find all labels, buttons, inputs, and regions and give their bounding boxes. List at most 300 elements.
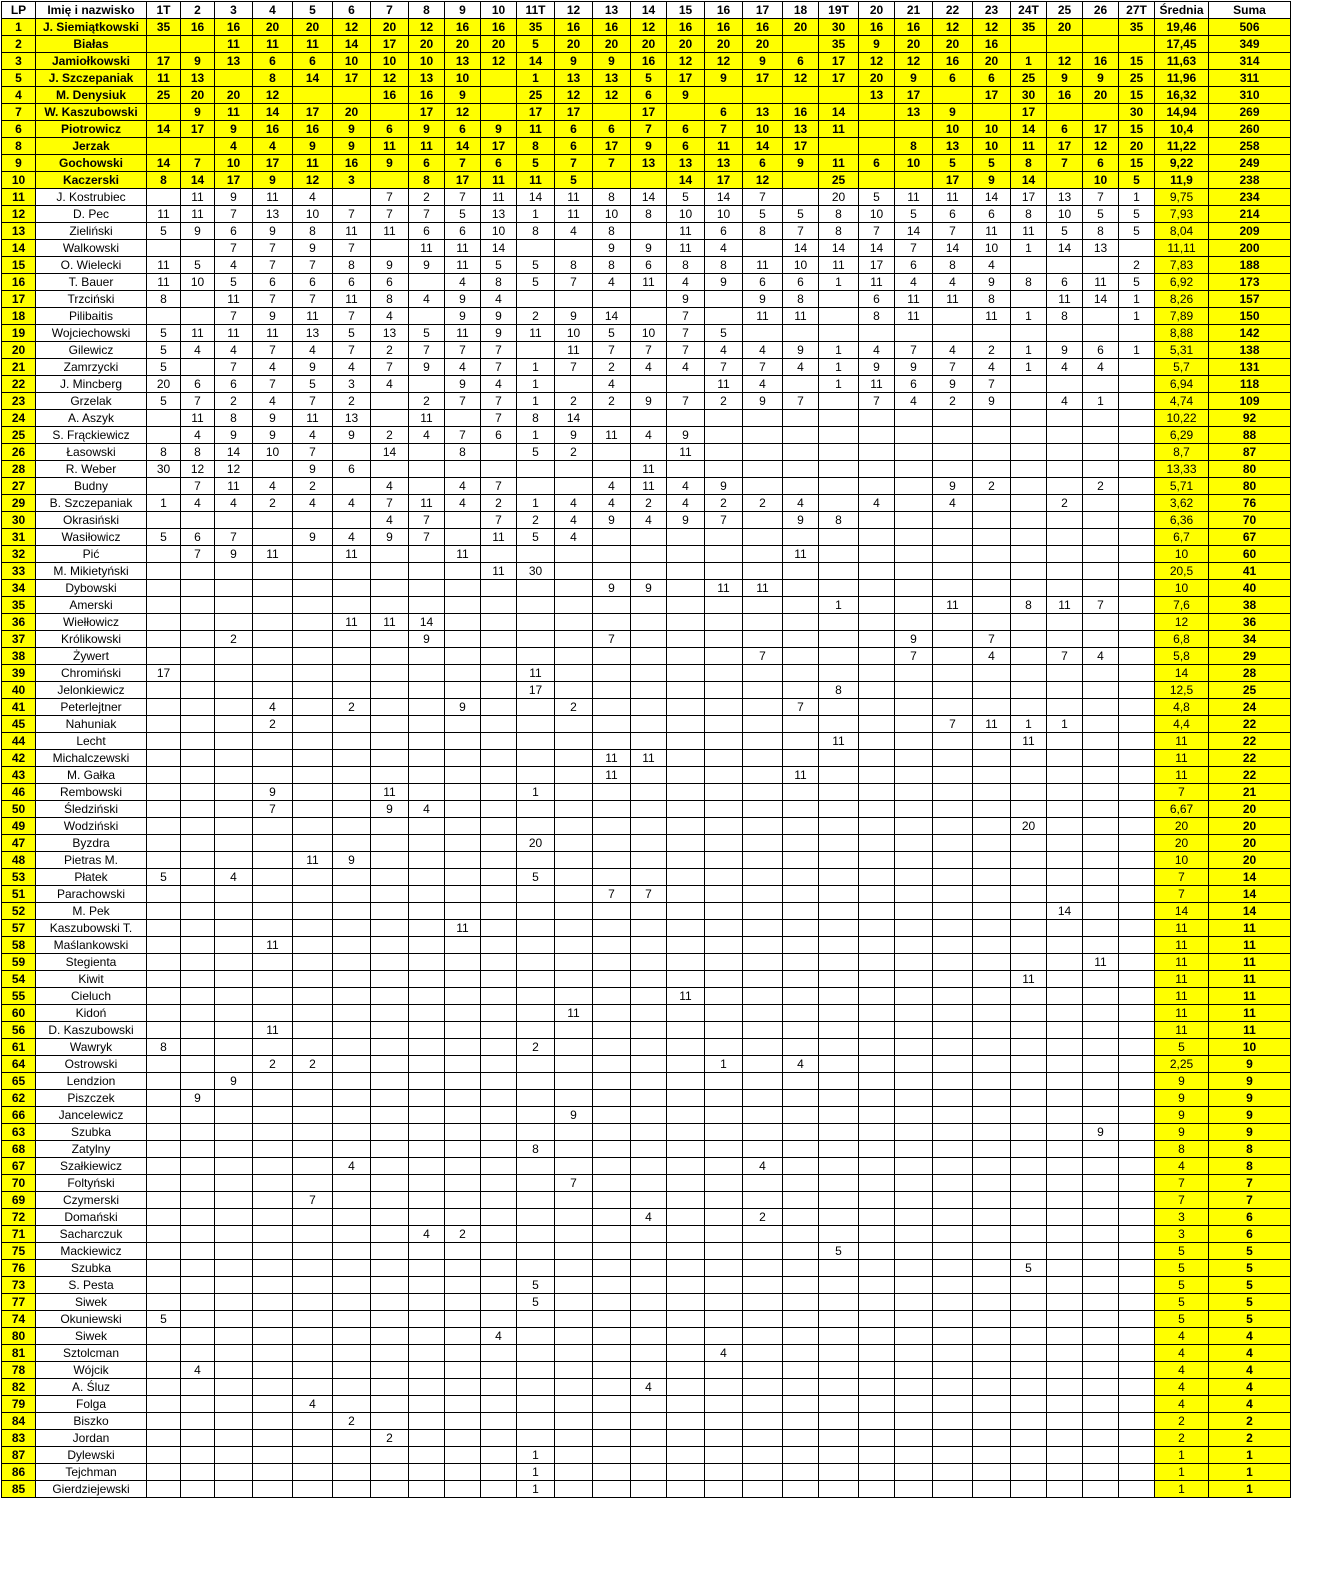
score-cell: 7 bbox=[333, 206, 371, 223]
score-cell: 14 bbox=[517, 189, 555, 206]
score-cell bbox=[481, 546, 517, 563]
score-cell bbox=[371, 1073, 409, 1090]
score-cell bbox=[933, 971, 973, 988]
score-cell bbox=[631, 1430, 667, 1447]
score-cell bbox=[973, 818, 1011, 835]
score-cell bbox=[1083, 750, 1119, 767]
score-cell bbox=[743, 563, 783, 580]
score-cell bbox=[631, 665, 667, 682]
score-cell: 14 bbox=[1047, 240, 1083, 257]
score-cell bbox=[181, 886, 215, 903]
rank-cell: 3 bbox=[2, 53, 36, 70]
player-name-cell: Siwek bbox=[36, 1328, 147, 1345]
player-name-cell: A. Aszyk bbox=[36, 410, 147, 427]
score-cell: 11 bbox=[631, 461, 667, 478]
score-cell bbox=[859, 563, 895, 580]
score-cell bbox=[973, 1141, 1011, 1158]
score-cell: 7 bbox=[253, 376, 293, 393]
score-cell bbox=[517, 750, 555, 767]
table-row bbox=[2, 716, 1291, 733]
score-cell bbox=[667, 597, 705, 614]
score-cell bbox=[783, 869, 819, 886]
score-cell: 14 bbox=[333, 36, 371, 53]
score-cell bbox=[631, 988, 667, 1005]
score-cell bbox=[1047, 563, 1083, 580]
table-row bbox=[2, 478, 1291, 495]
score-cell: 14 bbox=[783, 240, 819, 257]
score-cell bbox=[667, 903, 705, 920]
score-cell bbox=[555, 1243, 593, 1260]
score-cell bbox=[181, 1243, 215, 1260]
score-cell bbox=[1119, 1209, 1155, 1226]
score-cell bbox=[743, 1481, 783, 1498]
player-name-cell: M. Mikietyński bbox=[36, 563, 147, 580]
score-cell bbox=[409, 1124, 445, 1141]
score-cell bbox=[293, 563, 333, 580]
score-cell bbox=[253, 1107, 293, 1124]
score-cell bbox=[973, 971, 1011, 988]
score-cell bbox=[1083, 1226, 1119, 1243]
score-cell: 12 bbox=[445, 104, 481, 121]
score-cell bbox=[895, 1022, 933, 1039]
score-cell bbox=[1011, 257, 1047, 274]
score-cell bbox=[555, 801, 593, 818]
rank-cell: 25 bbox=[2, 427, 36, 444]
score-cell bbox=[181, 563, 215, 580]
score-cell: 11 bbox=[445, 546, 481, 563]
table-row bbox=[2, 1158, 1291, 1175]
score-cell: 9 bbox=[895, 70, 933, 87]
score-cell bbox=[1083, 631, 1119, 648]
score-cell: 9 bbox=[933, 376, 973, 393]
score-cell bbox=[181, 1413, 215, 1430]
score-cell: 5 bbox=[147, 1311, 181, 1328]
score-cell: 6 bbox=[481, 427, 517, 444]
score-cell bbox=[973, 1243, 1011, 1260]
score-cell bbox=[253, 1209, 293, 1226]
score-cell bbox=[895, 1311, 933, 1328]
score-cell bbox=[631, 1005, 667, 1022]
column-header: 24T bbox=[1011, 2, 1047, 19]
score-cell bbox=[555, 1192, 593, 1209]
score-cell bbox=[215, 1294, 253, 1311]
score-cell bbox=[933, 835, 973, 852]
score-cell bbox=[859, 886, 895, 903]
score-cell bbox=[631, 954, 667, 971]
player-name-cell: Amerski bbox=[36, 597, 147, 614]
player-name-cell: Wojciechowski bbox=[36, 325, 147, 342]
score-cell: 12 bbox=[783, 70, 819, 87]
score-cell bbox=[481, 1226, 517, 1243]
score-cell bbox=[409, 818, 445, 835]
score-cell: 8 bbox=[1083, 223, 1119, 240]
player-name-cell: Zamrzycki bbox=[36, 359, 147, 376]
score-cell bbox=[593, 597, 631, 614]
score-cell bbox=[895, 1192, 933, 1209]
score-cell: 2 bbox=[705, 495, 743, 512]
score-cell bbox=[1047, 1413, 1083, 1430]
score-cell bbox=[667, 1396, 705, 1413]
rank-cell: 51 bbox=[2, 886, 36, 903]
score-cell: 11 bbox=[895, 308, 933, 325]
score-cell bbox=[481, 1362, 517, 1379]
score-cell bbox=[293, 988, 333, 1005]
score-cell: 7 bbox=[371, 189, 409, 206]
score-cell bbox=[973, 988, 1011, 1005]
score-cell: 9 bbox=[181, 223, 215, 240]
score-cell bbox=[215, 70, 253, 87]
score-cell: 2 bbox=[371, 1430, 409, 1447]
score-cell bbox=[819, 1192, 859, 1209]
score-cell bbox=[933, 1158, 973, 1175]
score-cell: 2 bbox=[253, 716, 293, 733]
score-cell: 5 bbox=[147, 359, 181, 376]
score-cell: 4 bbox=[371, 376, 409, 393]
score-cell bbox=[1011, 869, 1047, 886]
score-cell bbox=[1011, 1277, 1047, 1294]
score-cell: 30 bbox=[1011, 87, 1047, 104]
score-cell bbox=[181, 1005, 215, 1022]
table-row bbox=[2, 189, 1291, 206]
score-cell bbox=[631, 444, 667, 461]
score-cell bbox=[667, 1311, 705, 1328]
rank-cell: 56 bbox=[2, 1022, 36, 1039]
average-cell: 6,7 bbox=[1155, 529, 1209, 546]
score-cell bbox=[667, 1209, 705, 1226]
score-cell bbox=[1011, 631, 1047, 648]
score-cell bbox=[819, 393, 859, 410]
column-header: 23 bbox=[973, 2, 1011, 19]
score-cell bbox=[215, 1277, 253, 1294]
table-row bbox=[2, 172, 1291, 189]
score-cell bbox=[181, 1294, 215, 1311]
column-header: Suma bbox=[1209, 2, 1291, 19]
score-cell bbox=[409, 563, 445, 580]
score-cell: 4 bbox=[215, 257, 253, 274]
score-cell bbox=[667, 1464, 705, 1481]
score-cell bbox=[1011, 988, 1047, 1005]
score-cell bbox=[517, 988, 555, 1005]
sum-cell: 20 bbox=[1209, 801, 1291, 818]
player-name-cell: M. Denysiuk bbox=[36, 87, 147, 104]
score-cell: 9 bbox=[667, 291, 705, 308]
score-cell bbox=[371, 971, 409, 988]
score-cell: 4 bbox=[1047, 359, 1083, 376]
score-cell bbox=[743, 1022, 783, 1039]
score-cell bbox=[445, 1158, 481, 1175]
player-name-cell: Kaczerski bbox=[36, 172, 147, 189]
score-cell: 8 bbox=[555, 257, 593, 274]
score-cell bbox=[181, 240, 215, 257]
score-cell bbox=[253, 461, 293, 478]
score-cell: 14 bbox=[517, 53, 555, 70]
score-cell bbox=[333, 1090, 371, 1107]
score-cell bbox=[481, 1345, 517, 1362]
table-row bbox=[2, 427, 1291, 444]
score-cell bbox=[445, 886, 481, 903]
score-cell bbox=[445, 954, 481, 971]
score-cell bbox=[667, 767, 705, 784]
score-cell bbox=[973, 580, 1011, 597]
sum-cell: 38 bbox=[1209, 597, 1291, 614]
average-cell: 2,25 bbox=[1155, 1056, 1209, 1073]
score-cell bbox=[1047, 682, 1083, 699]
score-cell bbox=[783, 172, 819, 189]
score-cell bbox=[181, 784, 215, 801]
score-cell bbox=[1083, 1141, 1119, 1158]
score-cell: 16 bbox=[481, 19, 517, 36]
score-cell bbox=[481, 954, 517, 971]
score-cell: 13 bbox=[705, 155, 743, 172]
score-cell: 5 bbox=[933, 155, 973, 172]
score-cell bbox=[593, 1226, 631, 1243]
score-cell bbox=[481, 1277, 517, 1294]
score-cell bbox=[333, 903, 371, 920]
score-cell: 6 bbox=[743, 274, 783, 291]
score-cell bbox=[743, 1175, 783, 1192]
score-cell bbox=[293, 733, 333, 750]
score-cell bbox=[215, 750, 253, 767]
score-cell bbox=[555, 920, 593, 937]
score-cell bbox=[1011, 427, 1047, 444]
score-cell bbox=[1083, 1090, 1119, 1107]
score-cell bbox=[895, 1481, 933, 1498]
score-cell: 6 bbox=[1083, 155, 1119, 172]
score-cell bbox=[631, 682, 667, 699]
score-cell bbox=[973, 104, 1011, 121]
score-cell bbox=[293, 716, 333, 733]
score-cell bbox=[743, 920, 783, 937]
score-cell: 5 bbox=[517, 869, 555, 886]
score-cell bbox=[631, 1413, 667, 1430]
score-cell bbox=[705, 546, 743, 563]
score-cell: 6 bbox=[895, 376, 933, 393]
score-cell bbox=[1119, 648, 1155, 665]
score-cell bbox=[481, 920, 517, 937]
score-cell: 14 bbox=[631, 189, 667, 206]
score-cell bbox=[973, 1226, 1011, 1243]
score-cell: 30 bbox=[819, 19, 859, 36]
score-cell bbox=[215, 699, 253, 716]
score-cell bbox=[333, 1345, 371, 1362]
score-cell: 1 bbox=[819, 597, 859, 614]
score-cell bbox=[895, 1158, 933, 1175]
rank-cell: 67 bbox=[2, 1158, 36, 1175]
score-cell bbox=[1119, 869, 1155, 886]
score-cell bbox=[743, 529, 783, 546]
sum-cell: 142 bbox=[1209, 325, 1291, 342]
score-cell bbox=[1047, 1141, 1083, 1158]
score-cell: 7 bbox=[593, 631, 631, 648]
table-row bbox=[2, 1175, 1291, 1192]
score-cell bbox=[783, 1124, 819, 1141]
score-cell bbox=[593, 903, 631, 920]
score-cell bbox=[783, 1413, 819, 1430]
score-cell bbox=[859, 1294, 895, 1311]
rank-cell: 26 bbox=[2, 444, 36, 461]
score-cell bbox=[181, 1124, 215, 1141]
score-cell bbox=[859, 104, 895, 121]
score-cell: 17 bbox=[819, 53, 859, 70]
score-cell bbox=[819, 1447, 859, 1464]
score-cell bbox=[783, 1209, 819, 1226]
score-cell: 5 bbox=[1119, 172, 1155, 189]
score-cell bbox=[743, 631, 783, 648]
score-cell bbox=[445, 1464, 481, 1481]
score-cell bbox=[859, 1005, 895, 1022]
score-cell bbox=[555, 1073, 593, 1090]
score-cell bbox=[1083, 546, 1119, 563]
score-cell bbox=[1119, 1311, 1155, 1328]
score-cell bbox=[409, 1107, 445, 1124]
score-cell bbox=[819, 1260, 859, 1277]
score-cell bbox=[743, 869, 783, 886]
score-cell bbox=[933, 1345, 973, 1362]
rank-cell: 1 bbox=[2, 19, 36, 36]
score-cell bbox=[743, 1192, 783, 1209]
score-cell: 5 bbox=[147, 869, 181, 886]
score-cell bbox=[593, 1090, 631, 1107]
score-cell bbox=[215, 1430, 253, 1447]
score-cell bbox=[933, 648, 973, 665]
score-cell bbox=[819, 495, 859, 512]
score-cell bbox=[293, 1022, 333, 1039]
score-cell: 7 bbox=[555, 274, 593, 291]
score-cell bbox=[293, 1277, 333, 1294]
score-cell: 1 bbox=[819, 274, 859, 291]
score-cell bbox=[819, 1141, 859, 1158]
score-cell bbox=[555, 631, 593, 648]
score-cell bbox=[933, 87, 973, 104]
score-cell bbox=[215, 954, 253, 971]
sum-cell: 5 bbox=[1209, 1260, 1291, 1277]
rank-cell: 80 bbox=[2, 1328, 36, 1345]
score-cell: 11 bbox=[555, 189, 593, 206]
average-cell: 8 bbox=[1155, 1141, 1209, 1158]
score-cell bbox=[371, 1294, 409, 1311]
score-cell bbox=[783, 1481, 819, 1498]
sum-cell: 4 bbox=[1209, 1345, 1291, 1362]
rank-cell: 59 bbox=[2, 954, 36, 971]
score-cell bbox=[147, 1107, 181, 1124]
score-cell: 16 bbox=[1047, 87, 1083, 104]
score-cell bbox=[895, 1124, 933, 1141]
table-row bbox=[2, 852, 1291, 869]
player-name-cell: B. Szczepaniak bbox=[36, 495, 147, 512]
score-cell bbox=[371, 1158, 409, 1175]
score-cell: 16 bbox=[593, 19, 631, 36]
score-cell: 4 bbox=[293, 427, 333, 444]
score-cell bbox=[631, 716, 667, 733]
score-cell: 7 bbox=[445, 155, 481, 172]
score-cell bbox=[819, 1294, 859, 1311]
score-cell: 11 bbox=[1083, 954, 1119, 971]
score-cell bbox=[973, 512, 1011, 529]
score-cell bbox=[445, 1124, 481, 1141]
score-cell bbox=[333, 1243, 371, 1260]
player-name-cell: Pilibaitis bbox=[36, 308, 147, 325]
score-cell: 7 bbox=[933, 359, 973, 376]
table-row bbox=[2, 886, 1291, 903]
score-cell bbox=[1047, 869, 1083, 886]
rank-cell: 81 bbox=[2, 1345, 36, 1362]
score-cell bbox=[1047, 410, 1083, 427]
score-cell bbox=[293, 1328, 333, 1345]
score-cell bbox=[555, 1209, 593, 1226]
score-cell: 11 bbox=[1011, 733, 1047, 750]
sum-cell: 349 bbox=[1209, 36, 1291, 53]
score-cell bbox=[631, 1192, 667, 1209]
score-cell: 7 bbox=[293, 444, 333, 461]
score-cell bbox=[783, 1005, 819, 1022]
table-row bbox=[2, 1260, 1291, 1277]
score-cell bbox=[215, 665, 253, 682]
score-cell bbox=[593, 546, 631, 563]
score-cell bbox=[409, 478, 445, 495]
score-cell: 12 bbox=[933, 19, 973, 36]
score-cell: 8 bbox=[517, 1141, 555, 1158]
score-cell: 7 bbox=[631, 342, 667, 359]
score-cell: 9 bbox=[555, 427, 593, 444]
score-cell: 11 bbox=[593, 427, 631, 444]
score-cell bbox=[859, 971, 895, 988]
score-cell: 7 bbox=[859, 223, 895, 240]
score-cell bbox=[667, 1005, 705, 1022]
score-cell bbox=[481, 1430, 517, 1447]
score-cell: 1 bbox=[517, 1481, 555, 1498]
average-cell: 5,8 bbox=[1155, 648, 1209, 665]
sum-cell: 25 bbox=[1209, 682, 1291, 699]
score-cell: 17 bbox=[1083, 121, 1119, 138]
score-cell bbox=[147, 546, 181, 563]
table-row bbox=[2, 138, 1291, 155]
score-cell bbox=[819, 410, 859, 427]
score-cell bbox=[1119, 733, 1155, 750]
player-name-cell: Chromiński bbox=[36, 665, 147, 682]
score-cell bbox=[667, 1430, 705, 1447]
score-cell bbox=[783, 852, 819, 869]
score-cell bbox=[933, 563, 973, 580]
column-header: 9 bbox=[445, 2, 481, 19]
score-cell bbox=[409, 1464, 445, 1481]
sum-cell: 11 bbox=[1209, 988, 1291, 1005]
score-cell: 20 bbox=[555, 36, 593, 53]
score-cell bbox=[743, 954, 783, 971]
score-cell bbox=[445, 1294, 481, 1311]
score-cell: 20 bbox=[1083, 87, 1119, 104]
score-cell: 7 bbox=[973, 631, 1011, 648]
score-cell bbox=[1047, 1243, 1083, 1260]
score-cell: 8 bbox=[517, 138, 555, 155]
score-cell: 14 bbox=[147, 121, 181, 138]
rank-cell: 69 bbox=[2, 1192, 36, 1209]
sum-cell: 76 bbox=[1209, 495, 1291, 512]
score-cell bbox=[895, 512, 933, 529]
score-cell bbox=[445, 937, 481, 954]
score-cell bbox=[859, 716, 895, 733]
rank-cell: 52 bbox=[2, 903, 36, 920]
score-cell: 17 bbox=[631, 104, 667, 121]
score-cell bbox=[593, 699, 631, 716]
score-cell bbox=[743, 1362, 783, 1379]
table-row bbox=[2, 767, 1291, 784]
score-cell bbox=[667, 682, 705, 699]
score-cell bbox=[371, 1209, 409, 1226]
score-cell: 4 bbox=[371, 478, 409, 495]
score-cell bbox=[933, 1226, 973, 1243]
score-cell bbox=[371, 563, 409, 580]
score-cell bbox=[293, 1073, 333, 1090]
